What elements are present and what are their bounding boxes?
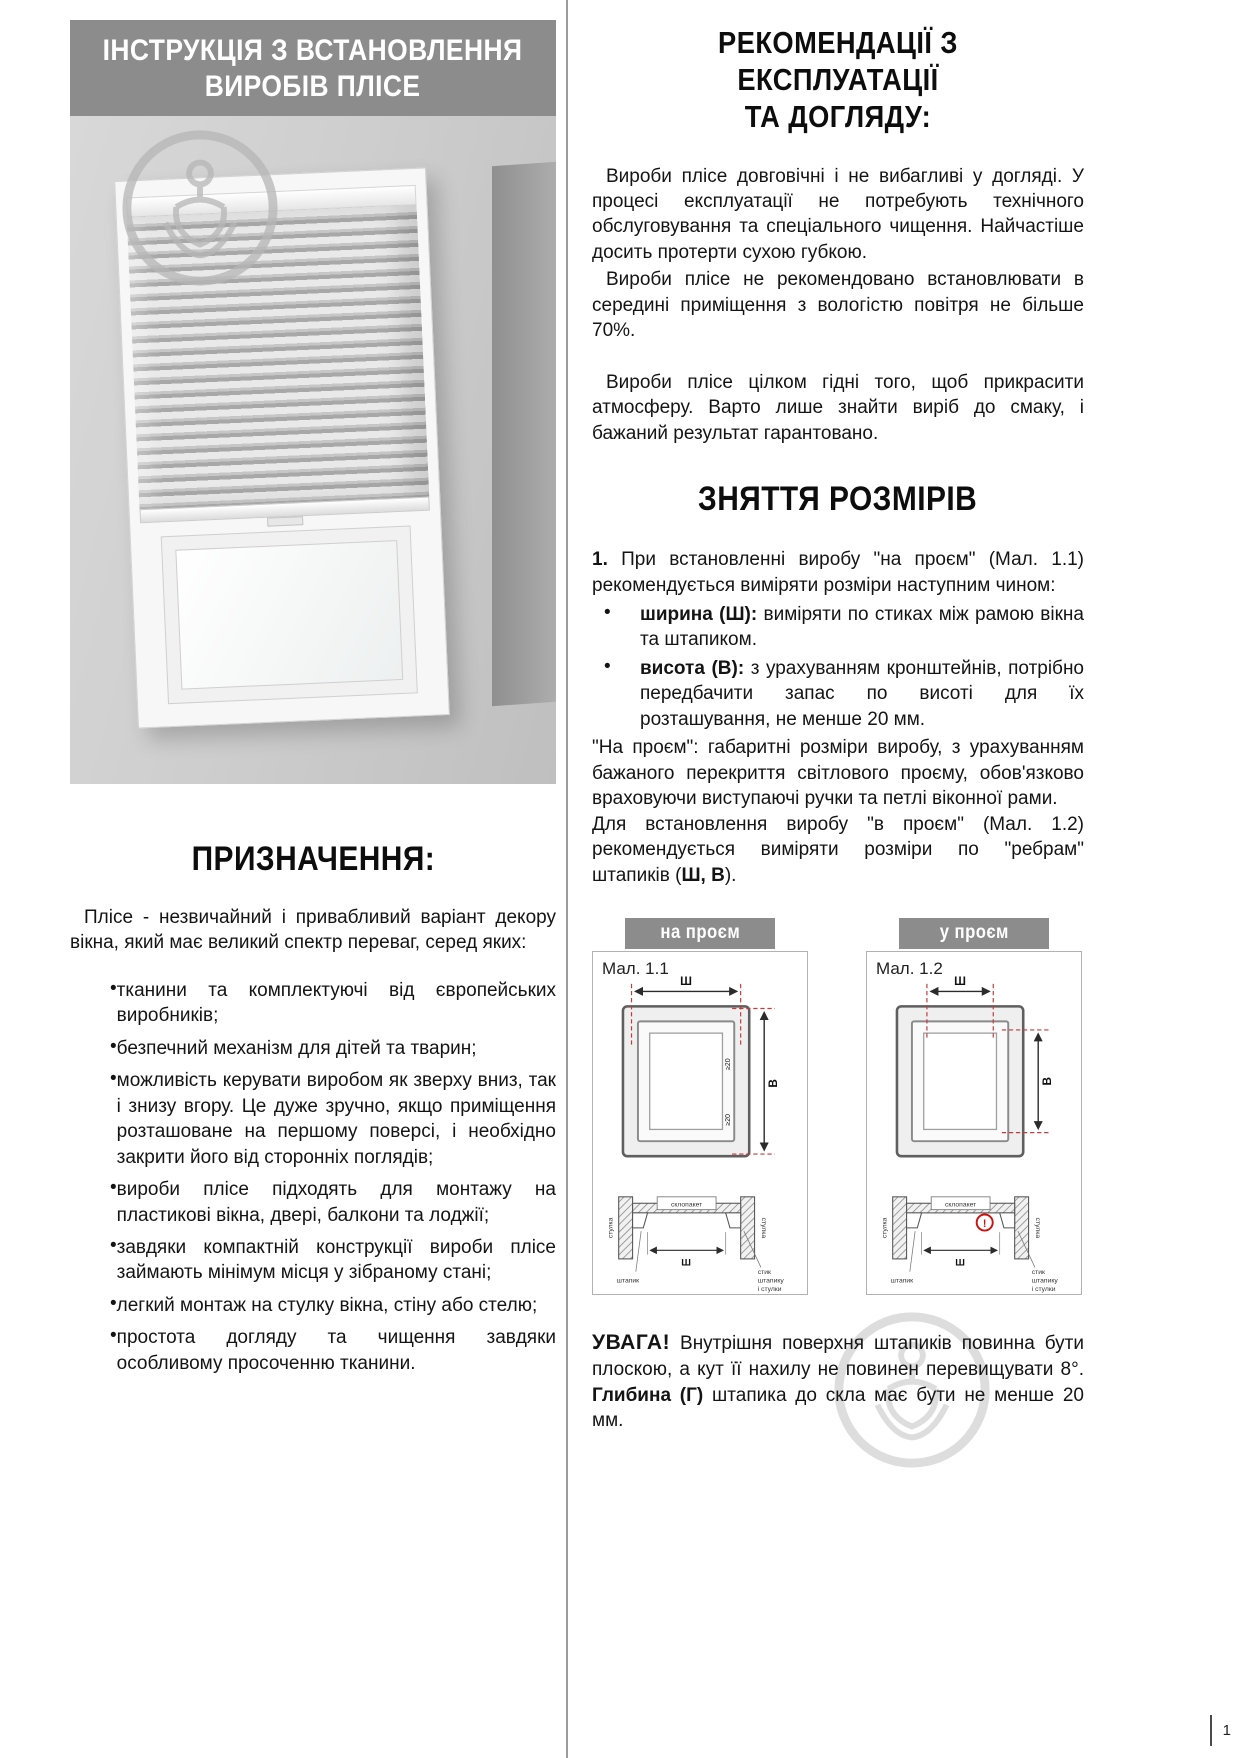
blind-handle <box>267 516 303 527</box>
diagram-u-proem <box>867 970 1081 1295</box>
list-item <box>70 1235 556 1286</box>
window-frame <box>114 167 450 728</box>
glass-unit-label: склопакет <box>945 1201 977 1209</box>
na-proem-paragraph: "На проєм": габаритні розміри виробу, з урахуванням бажаного перекриття світлового проєму, обов'язково враховуючи виступаючі ручки та петлі віконної рами. <box>592 737 1084 810</box>
section-width-label: Ш <box>955 1257 965 1269</box>
figure-1-box <box>592 951 808 1295</box>
care-heading-line1: РЕКОМЕНДАЦІЇ З ЕКСПЛУАТАЦІЇ <box>718 25 958 98</box>
bullet-icon <box>70 1068 117 1170</box>
figure-1-caption: Мал. 1.1 <box>602 958 669 978</box>
sash-right-label: стулка <box>760 1217 768 1239</box>
window-sash <box>161 525 418 704</box>
figure-2-caption: Мал. 1.2 <box>876 958 943 978</box>
cross-section <box>607 1197 784 1293</box>
list-item <box>70 1036 556 1061</box>
measuring-list <box>592 602 1084 732</box>
joint-label-3: і стулки <box>757 1285 782 1293</box>
care-heading-line2: ТА ДОГЛЯДУ: <box>744 99 932 135</box>
care-paragraph-2: Вироби плісе не рекомендовано встановлювати в середині приміщення з вологістю повітря не більше 70%. <box>592 269 1084 342</box>
list-item <box>70 1177 556 1228</box>
v-proem-dims: Ш, В <box>681 864 725 886</box>
diagram-na-proem <box>593 970 807 1295</box>
width-dim-label: Ш <box>954 974 966 988</box>
cross-section <box>881 1197 1058 1293</box>
list-item-text: завдяки компактній конструкції вироби плісе займають мінімум місця у зібраному стані; <box>116 1236 556 1284</box>
doc-title-line2 <box>74 69 552 105</box>
sash-right-label: стулка <box>1034 1217 1042 1239</box>
window-drawing <box>897 1006 1023 1156</box>
glass-unit-label: склопакет <box>671 1201 703 1209</box>
step-text: При встановленні виробу "на проєм" (Мал. 1.1) рекомендується виміряти розміри наступним чином: <box>592 549 1084 596</box>
figure-na-proem <box>592 918 808 1295</box>
bullet-icon <box>70 1036 117 1061</box>
list-item <box>70 1325 556 1376</box>
doc-title-line1 <box>74 33 552 69</box>
bullet-icon <box>70 978 117 1029</box>
care-heading <box>592 24 1084 136</box>
section-width-label: Ш <box>681 1257 691 1269</box>
bead-label: штапик <box>616 1277 640 1285</box>
sash-left-label: стулка <box>607 1217 615 1239</box>
attention-text-1: Внутрішня поверхня штапиків повинна бути плоскою, а кут її нахилу не повинен перевищувати 8°. <box>592 1332 1084 1381</box>
term-width-def: виміряти по стиках між рамою вікна та штапиком. <box>640 604 1084 651</box>
bullet-icon <box>70 1177 117 1228</box>
list-item-text: тканини та комплектуючі від європейських виробників; <box>116 979 556 1027</box>
right-column <box>592 24 1084 1433</box>
bullet-icon <box>70 1235 117 1286</box>
bead-label: штапик <box>890 1277 914 1285</box>
list-item <box>592 602 1084 653</box>
figure-u-proem <box>866 918 1082 1295</box>
page-number <box>1210 1715 1237 1746</box>
width-dim-label: Ш <box>680 974 692 988</box>
list-item-text: можливість керувати виробом як зверху вниз, так і знизу вгору. Це дуже зручно, якщо приміщення розташоване на першому поверсі, і необхідно закрити його від сторонніх поглядів; <box>116 1070 556 1168</box>
joint-label-2: штапику <box>1031 1277 1058 1285</box>
list-item-text <box>640 656 1084 732</box>
min-gap-top-label: ≥20 <box>724 1058 732 1070</box>
title-banner <box>70 20 556 116</box>
list-item <box>70 1293 556 1318</box>
purpose-heading <box>70 840 556 879</box>
list-item-text <box>640 602 1084 653</box>
care-paragraph-3: Вироби плісе цілком гідні того, щоб прикрасити атмосферу. Варто лише знайти виріб до смаку, і бажаний результат гарантовано. <box>592 371 1084 444</box>
joint-label-2: штапику <box>757 1277 784 1285</box>
joint-label-1: стик <box>757 1268 771 1276</box>
joint-label-1: стик <box>1031 1268 1045 1276</box>
v-proem-paragraph <box>592 812 1084 888</box>
attention-label: УВАГА! <box>592 1330 671 1354</box>
column-divider <box>566 0 568 1758</box>
left-column <box>70 20 556 1383</box>
joint-label-3: і стулки <box>1031 1285 1056 1293</box>
figure-1-header-text: на проєм <box>660 921 740 943</box>
pleated-blind <box>127 205 429 509</box>
figure-2-header-text: у проєм <box>939 921 1009 943</box>
term-height: висота (В): <box>640 657 745 679</box>
list-item-text: легкий монтаж на стулку вікна, стіну або стелю; <box>116 1294 538 1316</box>
warning-mark: ! <box>982 1217 987 1230</box>
figures-row <box>592 918 1084 1295</box>
bullet-icon <box>592 602 640 653</box>
attention-bold-term: Глибина (Г) <box>592 1384 704 1406</box>
attention-text-2: штапика до скла має бути не менше 20 мм. <box>592 1384 1084 1432</box>
page-number-value: 1 <box>1222 1722 1231 1739</box>
bullet-icon <box>592 656 640 732</box>
figure-2-box <box>866 951 1082 1295</box>
doc-title-text1: ІНСТРУКЦІЯ З ВСТАНОВЛЕННЯ <box>103 34 523 67</box>
measuring-heading <box>592 480 1084 519</box>
attention-paragraph <box>592 1329 1084 1433</box>
purpose-list <box>70 978 556 1376</box>
window-glass <box>175 540 403 690</box>
step-number: 1. <box>592 549 608 571</box>
list-item <box>592 656 1084 732</box>
figure-2-header <box>899 918 1049 949</box>
term-width: ширина (Ш): <box>640 604 758 625</box>
window-illustration <box>70 116 556 784</box>
wall-reveal-shadow <box>492 162 556 706</box>
v-proem-close: ). <box>724 864 737 886</box>
list-item-text: безпечний механізм для дітей та тварин; <box>116 1037 477 1059</box>
list-item <box>70 978 556 1029</box>
care-paragraph-1: Вироби плісе довговічні і не вибагливі у догляді. У процесі експлуатації не потребують технічного обслуговування та спеціального чищення. Найчастіше досить протерти сухою губкою. <box>592 165 1084 263</box>
measuring-step-1 <box>592 547 1084 598</box>
list-item-text: простота догляду та чищення завдяки особливому просоченню тканини. <box>116 1327 556 1374</box>
purpose-intro: Плісе - незвичайний і привабливий варіант декору вікна, який має великий спектр переваг, серед яких: <box>70 907 556 954</box>
purpose-heading-text: ПРИЗНАЧЕННЯ: <box>191 840 435 878</box>
height-dim-label: В <box>1041 1077 1055 1086</box>
min-gap-bottom-label: ≥20 <box>724 1114 732 1126</box>
figure-1-header <box>625 918 775 949</box>
sash-left-label: стулка <box>881 1217 889 1239</box>
list-item <box>70 1068 556 1170</box>
bullet-icon <box>70 1293 117 1318</box>
window-drawing <box>623 1006 749 1156</box>
v-proem-text: Для встановлення виробу "в проєм" (Мал. 1.2) рекомендується виміряти розміри по "ребрам" штапиків ( <box>592 813 1084 886</box>
term-height-def: з урахуванням кронштейнів, потрібно передбачити запас по висоті для їх розташування, не менше 20 мм. <box>640 657 1085 730</box>
height-dim-label: В <box>767 1079 781 1088</box>
measuring-heading-text: ЗНЯТТЯ РОЗМІРІВ <box>698 480 978 519</box>
bullet-icon <box>70 1325 117 1376</box>
list-item-text: вироби плісе підходять для монтажу на пластикові вікна, двері, балкони та лоджії; <box>116 1179 556 1226</box>
doc-title-text2: ВИРОБІВ ПЛІСЕ <box>205 70 421 103</box>
